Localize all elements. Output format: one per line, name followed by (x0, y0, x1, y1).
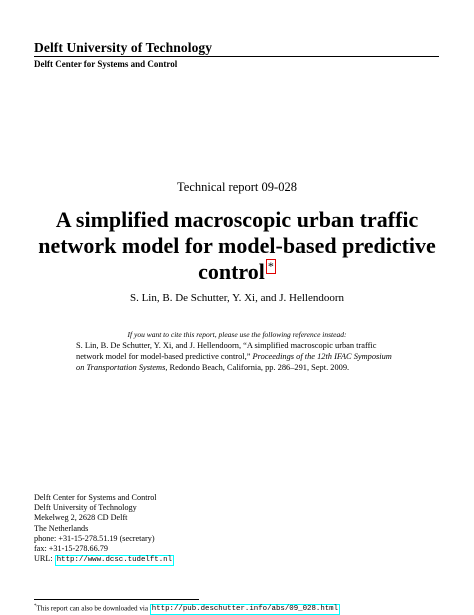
phone-number: phone: +31-15-278.51.19 (secretary) (34, 533, 155, 543)
title-line-3 (30, 259, 444, 285)
footnote-link[interactable]: * (267, 259, 274, 273)
citation-text-start: S. Lin, B. De Schutter, Y. Xi, and J. Hellendoorn, “A simplified macroscopic urban traffic network model for model-based predictive control,” (76, 341, 377, 361)
contact-address (34, 493, 174, 566)
department-url-link[interactable]: http://www.dcsc.tudelft.nl (56, 556, 173, 565)
author-list: S. Lin, B. De Schutter, Y. Xi, and J. Hellendoorn (129, 292, 345, 304)
fax-number: fax: +31-15-278.66.79 (34, 544, 108, 554)
university-name: Delft University of Technology (34, 40, 213, 55)
title-line-1: A simplified macroscopic urban traffic (55, 207, 419, 232)
title-line-3-text: control (198, 259, 265, 284)
citation-note: If you want to cite this report, please use the following reference instead: (127, 330, 347, 339)
address-line-3: Mekelweg 2, 2628 CD Delft (34, 513, 128, 523)
footnote-rule (34, 599, 199, 600)
citation-venue: Proceedings of the 12th IFAC Symposium on Transportation Systems (76, 352, 392, 372)
url-row (34, 554, 174, 566)
footnote-text: This report can also be downloaded via (36, 604, 150, 613)
footnote-mark: * (34, 604, 37, 609)
address-line-4: The Netherlands (34, 523, 89, 533)
address-line-1: Delft Center for Systems and Control (34, 493, 157, 502)
header-rule (34, 56, 439, 57)
paper-title (30, 207, 444, 285)
title-line-2: network model for model-based predictive (38, 233, 436, 258)
citation-text-end: , Redondo Beach, California, pp. 286–291, Sept. 2009. (165, 363, 350, 372)
download-url-link[interactable]: http://pub.deschutter.info/abs/09_028.html (151, 605, 339, 614)
citation-reference (76, 340, 398, 373)
footnote (34, 602, 340, 615)
department-name: Delft Center for Systems and Control (34, 59, 178, 69)
url-label: URL: (34, 554, 55, 564)
address-line-2: Delft University of Technology (34, 503, 137, 513)
report-number: Technical report 09-028 (177, 180, 297, 194)
